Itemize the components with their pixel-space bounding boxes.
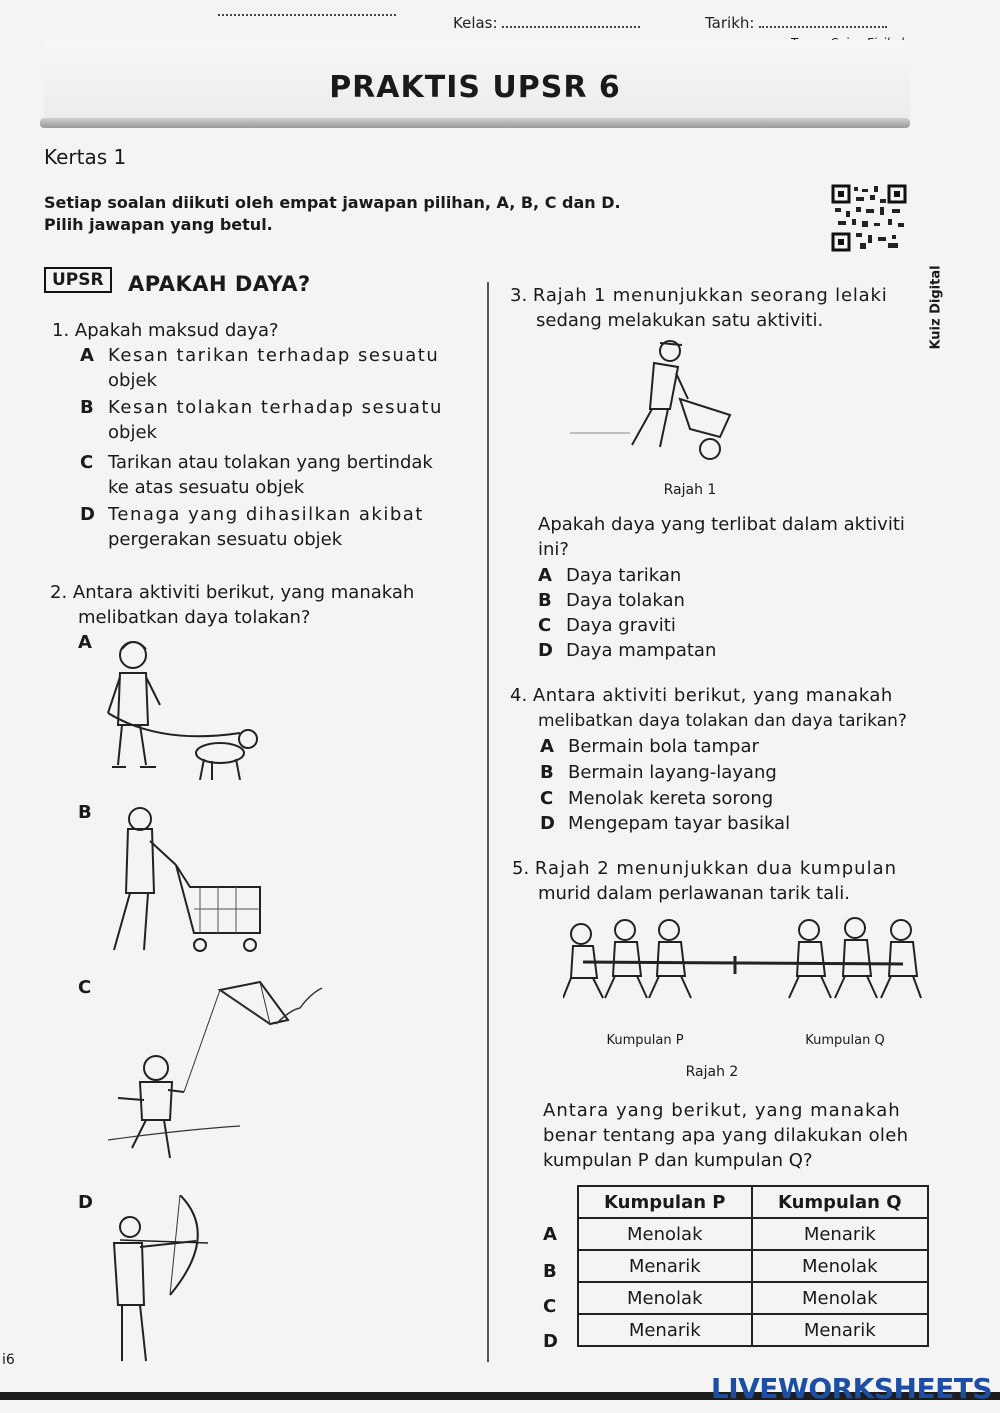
- instruction-line-2: Pilih jawapan yang betul.: [44, 215, 273, 234]
- table-row[interactable]: [578, 1250, 928, 1282]
- q2-stem: [50, 580, 470, 630]
- q1-option-d-line2: pergerakan sesuatu objek: [108, 529, 343, 550]
- q3-option-d-text: Daya mampatan: [566, 640, 717, 661]
- q1-stem: [52, 318, 279, 343]
- q4-option-c[interactable]: [540, 786, 773, 811]
- q2-option-b-letter[interactable]: B: [78, 802, 92, 823]
- table-row-letter-a[interactable]: A: [543, 1224, 557, 1245]
- q3-option-b-text: Daya tolakan: [566, 590, 685, 611]
- label-kumpulan-p: Kumpulan P: [606, 1033, 684, 1048]
- table-header-q: Kumpulan Q: [752, 1186, 928, 1218]
- tug-of-war-illustration[interactable]: [563, 912, 923, 1012]
- q3-line2: sedang melakukan satu aktiviti.: [536, 310, 824, 331]
- q3-option-b-letter: B: [538, 590, 552, 611]
- table-header-p: Kumpulan P: [578, 1186, 752, 1218]
- q4-option-d-text: Mengepam tayar basikal: [568, 813, 791, 834]
- q3-option-a-letter: A: [538, 565, 552, 586]
- q1-option-d-line1: Tenaga yang dihasilkan akibat: [108, 504, 424, 525]
- girl-walking-dog-illustration[interactable]: [100, 635, 270, 780]
- q2-line1: Antara aktiviti berikut, yang manakah: [72, 582, 415, 603]
- page-number: i6: [2, 1352, 15, 1368]
- q3-ask-line1: Apakah daya yang terlibat dalam aktiviti: [538, 514, 905, 535]
- q4-stem: [510, 683, 930, 734]
- q3-ask: [538, 512, 928, 562]
- q5-ask-line2: benar tentang apa yang dilakukan oleh: [543, 1125, 909, 1146]
- q1-option-d-letter: D: [80, 504, 95, 525]
- q3-option-c-text: Daya graviti: [566, 615, 676, 636]
- table-cell-q: Menolak: [752, 1250, 928, 1282]
- q4-option-b-text: Bermain layang-layang: [568, 762, 777, 783]
- kuiz-digital-tab[interactable]: [920, 260, 960, 360]
- q5-answer-table: [577, 1185, 929, 1347]
- q5-ask-line3: kumpulan P dan kumpulan Q?: [543, 1150, 813, 1171]
- q1-option-a[interactable]: [80, 343, 465, 393]
- q4-option-b[interactable]: [540, 760, 777, 785]
- q3-option-a-text: Daya tarikan: [566, 565, 682, 586]
- liveworksheets-logo[interactable]: LIVEWORKSHEETS: [710, 1372, 992, 1405]
- q5-line2: murid dalam perlawanan tarik tali.: [538, 883, 850, 904]
- q4-number: 4.: [510, 685, 528, 706]
- q3-option-b[interactable]: [538, 588, 685, 613]
- boy-flying-kite-illustration[interactable]: [100, 980, 340, 1170]
- table-cell-q: Menolak: [752, 1282, 928, 1314]
- q2-number: 2.: [50, 582, 68, 603]
- q1-option-d[interactable]: [80, 502, 465, 552]
- table-cell-p: Menolak: [578, 1282, 752, 1314]
- q1-option-a-line1: Kesan tarikan terhadap sesuatu: [108, 345, 440, 366]
- q5-ask-line1: Antara yang berikut, yang manakah: [543, 1100, 901, 1121]
- instructions: [44, 192, 744, 236]
- q3-option-c-letter: C: [538, 615, 552, 636]
- q1-option-b-line1: Kesan tolakan terhadap sesuatu: [108, 397, 443, 418]
- q1-text: Apakah maksud daya?: [74, 320, 279, 341]
- q3-option-d-letter: D: [538, 640, 553, 661]
- title-underline: [40, 118, 910, 128]
- q1-number: 1.: [52, 320, 70, 341]
- class-blank[interactable]: [502, 14, 640, 28]
- class-field: [453, 14, 640, 32]
- q5-number: 5.: [512, 858, 530, 879]
- q1-option-a-line2: objek: [108, 370, 157, 391]
- label-kumpulan-q: Kumpulan Q: [805, 1033, 885, 1048]
- section-title: APAKAH DAYA?: [128, 272, 311, 296]
- q4-option-a-letter: A: [540, 736, 554, 757]
- q5-line1: Rajah 2 menunjukkan dua kumpulan: [534, 858, 898, 879]
- instruction-line-1: Setiap soalan diikuti oleh empat jawapan pilihan, A, B, C dan D.: [44, 193, 621, 212]
- q1-option-c-letter: C: [80, 452, 94, 473]
- page-title: PRAKTIS UPSR 6: [329, 70, 621, 105]
- qr-code-icon[interactable]: [830, 183, 908, 253]
- table-cell-p: Menarik: [578, 1250, 752, 1282]
- q1-option-c[interactable]: [80, 450, 465, 500]
- q2-option-c-letter[interactable]: C: [78, 977, 92, 998]
- q1-option-a-letter: A: [80, 345, 94, 366]
- table-header-row: [578, 1186, 928, 1218]
- q4-option-d-letter: D: [540, 813, 555, 834]
- date-field: [705, 14, 887, 32]
- q3-stem: [510, 283, 910, 333]
- q4-option-c-text: Menolak kereta sorong: [568, 788, 774, 809]
- q1-option-c-line2: ke atas sesuatu objek: [108, 477, 305, 498]
- rajah-2-caption: Rajah 2: [685, 1064, 739, 1080]
- q1-option-b-line2: objek: [108, 422, 157, 443]
- archer-illustration[interactable]: [100, 1195, 230, 1365]
- q2-option-a-letter[interactable]: A: [78, 632, 92, 653]
- q2-line2: melibatkan daya tolakan?: [78, 607, 311, 628]
- table-row[interactable]: [578, 1314, 928, 1346]
- q5-ask: [543, 1098, 943, 1173]
- date-label: Tarikh:: [705, 14, 755, 32]
- kuiz-digital-label: Kuiz Digital: [928, 265, 944, 350]
- rajah-1-caption: Rajah 1: [663, 482, 717, 498]
- q4-option-d[interactable]: [540, 811, 790, 836]
- q4-line1: Antara aktiviti berikut, yang manakah: [532, 685, 893, 706]
- q2-option-d-letter[interactable]: D: [78, 1192, 93, 1213]
- q1-option-c-line1: Tarikan atau tolakan yang bertindak: [108, 452, 433, 473]
- table-row-letter-c[interactable]: C: [543, 1296, 557, 1317]
- q3-number: 3.: [510, 285, 528, 306]
- table-cell-p: Menarik: [578, 1314, 752, 1346]
- q3-line1: Rajah 1 menunjukkan seorang lelaki: [532, 285, 888, 306]
- upsr-badge: UPSR: [44, 267, 112, 293]
- table-cell-q: Menarik: [752, 1218, 928, 1250]
- woman-pushing-trolley-illustration[interactable]: [100, 805, 270, 955]
- q3-option-d[interactable]: [538, 638, 716, 663]
- table-row[interactable]: [578, 1218, 928, 1250]
- q4-option-a-text: Bermain bola tampar: [568, 736, 759, 757]
- table-cell-q: Menarik: [752, 1314, 928, 1346]
- q3-option-a[interactable]: [538, 563, 681, 588]
- date-blank[interactable]: [759, 14, 887, 28]
- name-blank[interactable]: [218, 2, 396, 16]
- q5-stem: [512, 856, 932, 906]
- table-row[interactable]: [578, 1282, 928, 1314]
- man-pushing-wheelbarrow-illustration[interactable]: [570, 337, 750, 472]
- q4-option-a[interactable]: [540, 734, 759, 759]
- q4-option-c-letter: C: [540, 788, 554, 809]
- class-label: Kelas:: [453, 14, 498, 32]
- q4-option-b-letter: B: [540, 762, 554, 783]
- paper-label: Kertas 1: [44, 145, 127, 169]
- table-cell-p: Menolak: [578, 1218, 752, 1250]
- column-divider: [487, 282, 489, 1362]
- table-row-letter-d[interactable]: D: [543, 1331, 558, 1352]
- q3-ask-line2: ini?: [538, 539, 569, 560]
- q4-line2: melibatkan daya tolakan dan daya tarikan?: [538, 711, 907, 731]
- q1-option-b-letter: B: [80, 397, 94, 418]
- q1-option-b[interactable]: [80, 395, 465, 445]
- table-row-letter-b[interactable]: B: [543, 1261, 557, 1282]
- q3-option-c[interactable]: [538, 613, 676, 638]
